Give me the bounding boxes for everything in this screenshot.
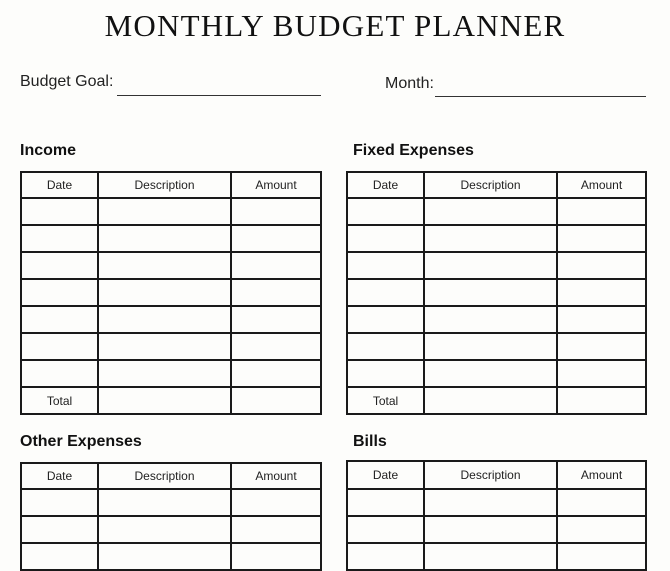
table-header-row	[347, 461, 646, 489]
description-cell[interactable]	[424, 225, 557, 252]
table-row	[21, 516, 321, 543]
amount-column-header: Amount	[557, 172, 646, 198]
date-column-header: Date	[21, 463, 98, 489]
description-cell[interactable]	[98, 333, 231, 360]
bills-heading: Bills	[353, 433, 387, 450]
amount-column-header: Amount	[231, 172, 321, 198]
budget-goal-label: Budget Goal:	[20, 73, 114, 90]
date-cell[interactable]	[21, 489, 98, 516]
amount-cell[interactable]	[557, 516, 646, 543]
description-cell[interactable]	[424, 252, 557, 279]
total-label: Total	[347, 387, 424, 414]
total-description-cell[interactable]	[98, 387, 231, 414]
month-label: Month:	[385, 75, 434, 92]
date-column-header: Date	[347, 461, 424, 489]
table-row	[347, 489, 646, 516]
amount-cell[interactable]	[231, 279, 321, 306]
table-row	[21, 198, 321, 225]
date-cell[interactable]	[347, 252, 424, 279]
amount-column-header: Amount	[557, 461, 646, 489]
date-cell[interactable]	[347, 360, 424, 387]
total-row	[347, 387, 646, 414]
amount-cell[interactable]	[231, 252, 321, 279]
date-cell[interactable]	[347, 306, 424, 333]
table-row	[347, 333, 646, 360]
date-cell[interactable]	[21, 279, 98, 306]
table-header-row	[21, 463, 321, 489]
table-header-row	[21, 172, 321, 198]
table-row	[347, 225, 646, 252]
table-row	[347, 306, 646, 333]
other-expenses-table	[20, 462, 322, 571]
amount-cell[interactable]	[557, 360, 646, 387]
amount-cell[interactable]	[557, 225, 646, 252]
date-cell[interactable]	[21, 225, 98, 252]
income-heading: Income	[20, 142, 77, 159]
date-cell[interactable]	[21, 516, 98, 543]
other-expenses-heading: Other Expenses	[20, 433, 142, 450]
amount-cell[interactable]	[557, 252, 646, 279]
total-amount-cell[interactable]	[557, 387, 646, 414]
description-cell[interactable]	[98, 306, 231, 333]
budget-goal-input-line[interactable]	[117, 95, 321, 96]
description-cell[interactable]	[424, 333, 557, 360]
description-cell[interactable]	[98, 198, 231, 225]
table-row	[347, 198, 646, 225]
description-cell[interactable]	[424, 360, 557, 387]
date-cell[interactable]	[347, 225, 424, 252]
table-row	[21, 279, 321, 306]
description-cell[interactable]	[98, 279, 231, 306]
amount-cell[interactable]	[231, 516, 321, 543]
income-table	[20, 171, 322, 415]
date-cell[interactable]	[21, 333, 98, 360]
amount-cell[interactable]	[231, 489, 321, 516]
total-description-cell[interactable]	[424, 387, 557, 414]
description-column-header: Description	[424, 172, 557, 198]
total-row	[21, 387, 321, 414]
description-column-header: Description	[424, 461, 557, 489]
amount-cell[interactable]	[231, 360, 321, 387]
table-row	[21, 360, 321, 387]
table-row	[21, 333, 321, 360]
date-cell[interactable]	[347, 333, 424, 360]
description-cell[interactable]	[424, 489, 557, 516]
description-cell[interactable]	[98, 516, 231, 543]
amount-cell[interactable]	[557, 333, 646, 360]
description-cell[interactable]	[424, 279, 557, 306]
date-cell[interactable]	[21, 252, 98, 279]
table-row	[347, 252, 646, 279]
description-cell[interactable]	[98, 489, 231, 516]
amount-column-header: Amount	[231, 463, 321, 489]
description-column-header: Description	[98, 463, 231, 489]
month-input-line[interactable]	[435, 96, 646, 97]
date-cell[interactable]	[21, 306, 98, 333]
table-row	[347, 516, 646, 543]
total-amount-cell[interactable]	[231, 387, 321, 414]
date-cell[interactable]	[347, 489, 424, 516]
amount-cell[interactable]	[557, 489, 646, 516]
date-cell[interactable]	[347, 198, 424, 225]
amount-cell[interactable]	[557, 306, 646, 333]
table-row	[21, 252, 321, 279]
description-cell[interactable]	[98, 360, 231, 387]
description-cell[interactable]	[424, 198, 557, 225]
date-cell[interactable]	[21, 360, 98, 387]
amount-cell[interactable]	[557, 198, 646, 225]
description-cell[interactable]	[98, 225, 231, 252]
date-cell[interactable]	[347, 279, 424, 306]
table-header-row	[347, 172, 646, 198]
description-cell[interactable]	[98, 252, 231, 279]
date-cell[interactable]	[21, 198, 98, 225]
fixed-expenses-heading: Fixed Expenses	[353, 142, 474, 159]
amount-cell[interactable]	[231, 333, 321, 360]
table-row	[347, 279, 646, 306]
description-cell[interactable]	[424, 306, 557, 333]
bills-table	[346, 460, 647, 571]
date-column-header: Date	[21, 172, 98, 198]
fixed-expenses-table	[346, 171, 647, 415]
description-column-header: Description	[98, 172, 231, 198]
date-column-header: Date	[347, 172, 424, 198]
table-row	[21, 306, 321, 333]
description-cell[interactable]	[424, 516, 557, 543]
amount-cell[interactable]	[231, 306, 321, 333]
amount-cell[interactable]	[557, 279, 646, 306]
date-cell[interactable]	[347, 516, 424, 543]
amount-cell[interactable]	[231, 198, 321, 225]
table-row	[347, 360, 646, 387]
total-label: Total	[21, 387, 98, 414]
page-title: MONTHLY BUDGET PLANNER	[104, 8, 566, 43]
table-row	[21, 225, 321, 252]
amount-cell[interactable]	[231, 225, 321, 252]
table-row	[21, 489, 321, 516]
